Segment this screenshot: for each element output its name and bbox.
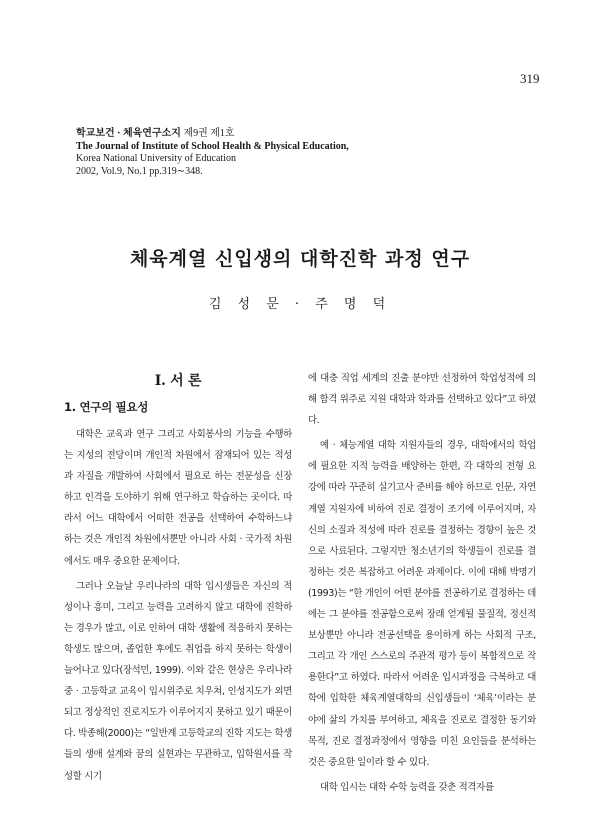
subsection-heading: 1. 연구의 필요성 — [64, 400, 149, 414]
paragraph: 대학은 교육과 연구 그리고 사회봉사의 기능을 수행하는 지성의 전당이며 개인적 차원에서 잠재되어 있는 적성과 자질을 개발하여 사회에서 필요로 하는 전문성을 신장하고 인격을 도야하기 위해 연구하고 학습하는 곳이다. 따라서 어느 대학에서 어떠한 전공을 선택하여 수학하느냐 하는 것은 개인적 차원에서뿐만 아니라 사회 · 국가적 차원에서도 매우 중요한 문제이다. — [64, 429, 292, 567]
paragraph: 예 · 체능계열 대학 지원자들의 경우, 대학에서의 학업에 필요한 지적 능력을 배양하는 한편, 각 대학의 전형 요강에 따라 꾸준히 실기고사 준비를 해야 하므로 인문, 자연 계열 지원자에 비하여 진로 결정이 조기에 이루어지며, 자신의 소질과 적성에 따라 진로를 결정하는 경향이 높은 것으로 사료된다. 그렇지만 청소년기의 학생들이 진로를 결정하는 것은 복잡하고 어려운 과제이다. 이에 대해 박명기(1993)는 “한 개인이 어떤 분야를 전공하기로 결정하는 데에는 그 분야를 전공함으로써 장래 얻게될 물질적, 정신적 보상뿐만 아니라 전공선택을 용이하게 하는 사회적 구조, 그리고 각 개인 스스로의 주관적 평가 등이 복합적으로 작용한다”고 하였다. 따라서 어려운 입시과정을 극복하고 대학에 입학한 체육계열대학의 신입생들이 ‘체육’이라는 분야에 삶의 가치를 부여하고, 체육을 진로로 결정한 동기와 목적, 진로 결정과정에서 영향을 미친 요인들을 분석하는 것은 중요한 일이라 할 수 있다. — [308, 440, 536, 768]
paragraph: 그러나 오늘날 우리나라의 대학 입시생들은 자신의 적성이나 흥미, 그리고 능력을 고려하지 않고 대학에 진학하는 경우가 많고, 이로 인하여 대학 생활에 적응하지 못하는 학생도 많으며, 졸업한 후에도 취업을 하지 못하는 학생이 늘어나고 있다(장석민, 1999). 이와 같은 현상은 우리나라 중 · 고등학교 교육이 입시위주로 치우쳐, 인성지도가 외면되고 정상적인 진로지도가 이루어지지 못하고 있기 때문이다. 박종해(2000)는 “일반계 고등학교의 진학 지도는 학생들의 생애 설계와 꿈의 실현과는 무관하고, 입학원서를 작성할 시기 — [64, 580, 292, 782]
journal-university: Korea National University of Education — [76, 153, 236, 164]
section-heading: Ⅰ. 서 론 — [154, 373, 202, 389]
page-number: 319 — [520, 71, 540, 86]
left-column — [64, 368, 292, 791]
journal-korean-title: 학교보건 · 체육연구소지 — [76, 128, 181, 139]
journal-english-title: The Journal of Institute of School Health & Physical Education, — [76, 140, 349, 152]
paragraph: 에 대충 직업 세계의 진출 분야만 선정하여 학업성적에 의해 합격 위주로 지원 대학과 학과를 선택하고 있다”고 하였다. — [308, 373, 536, 427]
journal-citation: 2002, Vol.9, No.1 pp.319∼348. — [76, 165, 203, 177]
journal-korean-line — [76, 128, 349, 141]
article-title: 체육계열 신입생의 대학진학 과정 연구 — [129, 248, 471, 270]
journal-volume: 제9권 제1호 — [183, 128, 235, 139]
paragraph: 대학 입시는 대학 수학 능력을 갖춘 적격자를 — [320, 781, 494, 793]
article-authors: 김 성 문 · 주 명 덕 — [208, 297, 392, 312]
right-column — [308, 368, 536, 802]
journal-info — [76, 128, 349, 178]
